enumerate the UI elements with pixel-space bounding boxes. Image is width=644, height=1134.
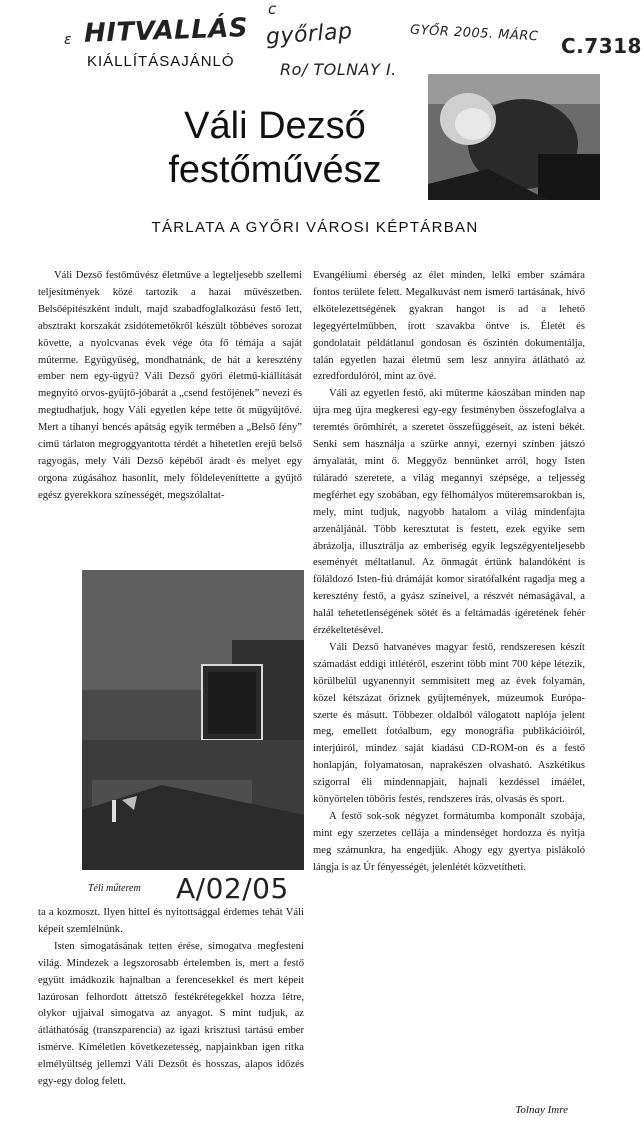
section-kicker: KIÁLLÍTÁSAJÁNLÓ	[87, 53, 235, 70]
handwritten-section-note: Ro/ TOLNAY I.	[280, 60, 397, 79]
paragraph: ta a kozmoszt. Ilyen hittel és nyitottsággal érdemes tehát Váli képeit szemlélnünk.	[38, 907, 304, 935]
portrait-photo-art	[428, 74, 600, 200]
handwritten-date: GYŐR 2005. MÁRC	[409, 22, 539, 45]
title-line-1: Váli Dezső	[184, 105, 366, 147]
article-column-right	[313, 268, 585, 877]
handwritten-accent: c	[268, 0, 277, 18]
handwritten-stamp-date: A/02/05	[176, 872, 289, 905]
painting-caption: Téli műterem	[88, 883, 141, 894]
article-column-left-bottom	[38, 905, 304, 1091]
paragraph: A festő sok-sok négyzet formátumba komponált szobája, mint egy szerzetes cellája a mindenséget hordozza és nyitja meg számunkra, ha engedjük. Ahogy egy gyertya pislákoló lángja is az Úr fényességét, jelenlétét közvetítheti.	[313, 811, 585, 873]
handwritten-publication: HITVALLÁS	[83, 13, 249, 49]
paragraph: Evangéliumi éberség az élet minden, lelki ember számára fontos területe felett. Megalkuvást nem ismerő tartásának, hívő elkötelezettségének gyakran hangot is ad a lehető legegyértelműbben, írott szavakba öntve is. Életét és gondolatait példátlanul gondosan és őszintén dokumentálja, talán egyetlen hazai életmű sem lesz annyira átlátható az ezredfordulóról, mint az övé.	[313, 270, 585, 383]
painting-photo-art	[82, 570, 304, 870]
handwritten-stroke: ε	[64, 32, 73, 48]
paragraph: Isten simogatásának tetten érése, simogatva megfesteni világ. Mindezek a legszorosabb értelemben is, mert a festő együtt imádkozik hajnalban a ferencesekkel és mert képeit lazúrosan felhordott áttetsző festékrétegekkel hozza létre, olykor ujjaival simogatva az anyagot. S mint tudjuk, az átláthatóság (transzparencia) az igazi krisztusi tartású ember ismérve. Kíméletlen következetesség, napjainkban igen ritka elmélyültség jellemzi Váli Dezsőt és hosszas, alapos időzés egy-egy dolog felett.	[38, 940, 304, 1088]
title-line-2: festőművész	[168, 149, 382, 191]
handwritten-city: győrlap	[265, 19, 354, 50]
article-title	[130, 104, 420, 192]
painting-photo	[82, 570, 304, 870]
article-author: Tolnay Imre	[515, 1104, 568, 1116]
portrait-photo	[428, 74, 600, 200]
paragraph: Váli Dezső hatvanéves magyar festő, rendszeresen készít számadást eddigi ittlétéről, eszerint több mint 700 képe létezik, körülbelül ugyanennyit semmisített meg az évek folyamán, közel kétszázat őriznek gyűjtemények, múzeumok Európa-szerte és másutt. Többezer oldalból válogatott naplója jelent meg, emellett fotóalbum, egy monográfia publikációiról, interjúiról, mindez saját kiadású CD-ROM-on és a festő honlapján, folyamatosan, naprakészen olvasható. Aszkétikus szigorral éli mindennapjait, hajnali kezdéssel imáélet, könyörtelen töböris festés, rendszeres írás, olvasás és sport.	[313, 641, 585, 806]
article-column-left-top	[38, 268, 302, 505]
paragraph: Váli az egyetlen festő, aki műterme káoszában minden nap újra meg újra megkeresi egy-egy festményben összefoglalva a teremtés örömhírét, a szeretet összefüggéseit, az isteni békét. Senki sem használja a szürke annyi, ezernyi színben játszó árnyalatát, mint ő. Meggyőz bennünket arról, hogy Isten túláradó szeretete, a világ megannyi szépsége, a teljesség megférhet egy szobában, egy félhomályos műteremsarokban is, mely, mint tudjuk, nagyobb hatalom a világ mindenfajta arzenáljánál. Több keresztutat is festett, ezek egyike sem ábrázolja, illusztrálja az emberiség egyik legszégyenteljesebb eseményét méltatlanul. Az önmagát értünk halandóként is föláldozó Isten-fiú drámáját komor siratófalként ragadja meg a keresztény festő, a gyász színeivel, a részvét némaságával, a halál tehetetlenségének sötét és a feltámadás ígéretének fehér érzékeltetésével.	[313, 388, 585, 637]
handwritten-code: C.7318	[561, 34, 642, 58]
article-subtitle: TÁRLATA A GYŐRI VÁROSI KÉPTÁRBAN	[151, 219, 479, 236]
paragraph: Váli Dezső festőművész életműve a legteljesebb szellemi teljesítmények közé tartozik a hazai művészetben. Belsőépítészként indult, majd szabadfoglalkozású festő lett, absztrakt korszakát zsidótemetőkről készült többéves sorozat követte, a nyolcvanas évek vége óta fő témája a saját műterme. Együgyűség, mondhatnánk, de hát a keresztény ember nem egy-ügyű? Váli Dezső győri életmű-kiállítását megnyitó orvos-gyűjtő-jóbarát a „csend festőjének” nevezi és megtudhatjuk, hogy Váli egyetlen képe tette őt műgyűjtővé. Mert a tihanyi bencés apátság egyik termében a „Belső fény” című tárlaton megroggyantotta térdét a hihetetlen erejű belső ragyogás, mely Váli Dezső képéből áradt és melyet egy orgona zúgásához hasonlít, mely földeleveníttette a gyűjtő egész gyerekkora színességét, megszólaltat-	[38, 270, 302, 501]
